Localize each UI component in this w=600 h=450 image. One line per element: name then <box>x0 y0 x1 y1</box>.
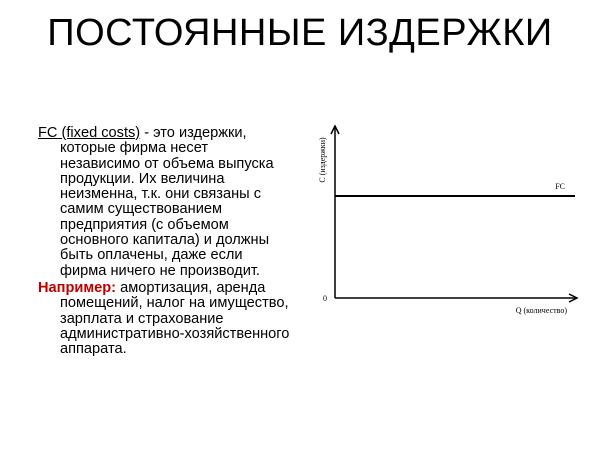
origin-label: 0 <box>323 294 327 303</box>
example-paragraph <box>38 281 290 357</box>
slide-title: ПОСТОЯННЫЕ ИЗДЕРЖКИ <box>47 12 553 54</box>
fixed-costs-chart <box>300 110 590 335</box>
definition-text: - это издержки, которые фирма несет независимо от объема выпуска продукции. Их величина неизменна, т.к. они связаны с самим существованием предприятия (с объемом основного капитала) и должны быть оплачены, даже если фирма ничего не производит. <box>60 125 274 279</box>
fc-series-label: FC <box>555 182 565 191</box>
chart-labels <box>318 137 567 315</box>
chart-axes <box>331 126 577 302</box>
definition-term: FC (fixed costs) <box>38 125 141 141</box>
y-axis-label: С (издержки) <box>318 137 327 183</box>
body-text <box>38 126 290 357</box>
definition-paragraph <box>38 126 290 279</box>
chart-svg <box>300 110 590 330</box>
x-axis-label: Q (количество) <box>515 306 567 315</box>
example-text: амортизация, аренда помещений, налог на имущество, зарплата и страхование административно-хозяйственного аппарата. <box>60 279 290 358</box>
example-label: Например: <box>38 279 117 296</box>
